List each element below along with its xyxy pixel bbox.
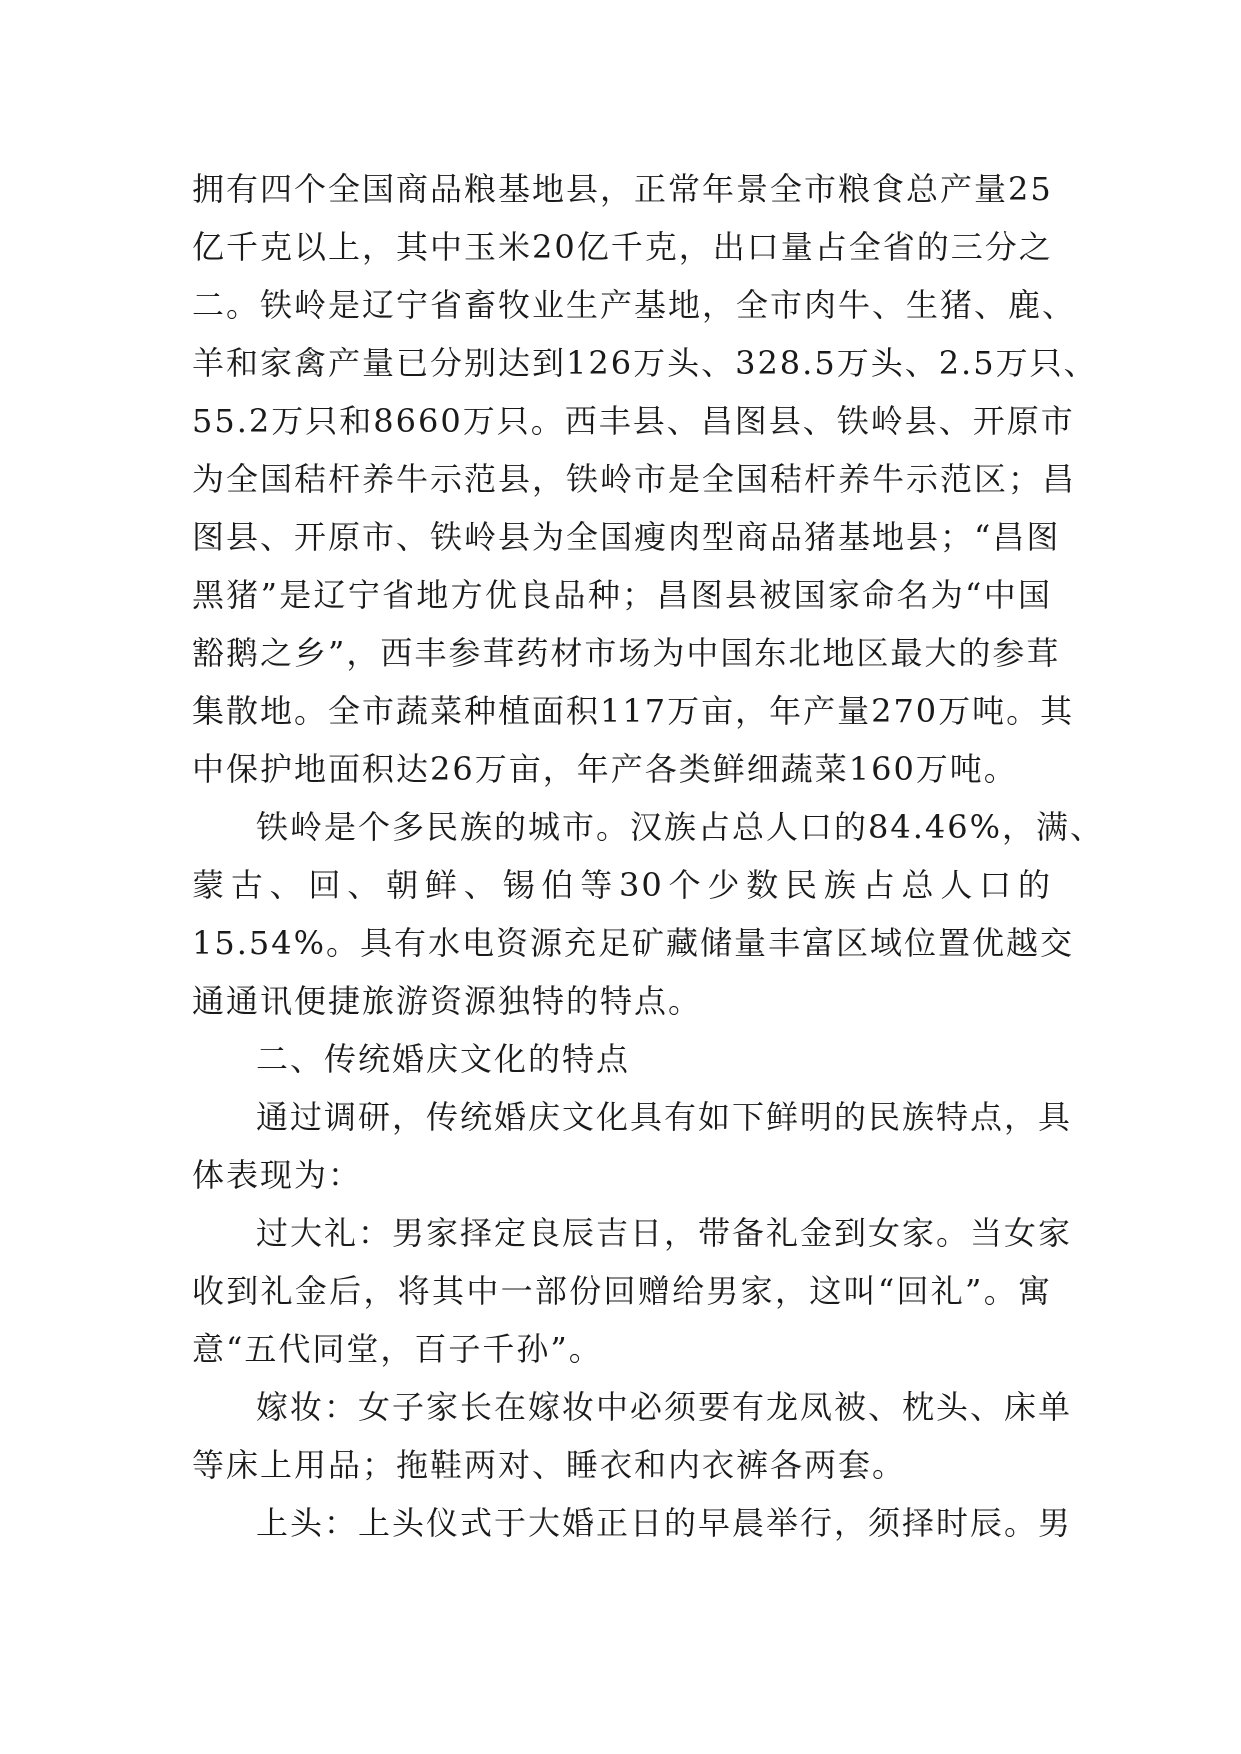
text-line: 等床上用品；拖鞋两对、睡衣和内衣裤各两套。	[192, 1446, 907, 1484]
paragraph-dowry	[192, 1378, 1073, 1494]
text-line: 55.2万只和8660万只。西丰县、昌图县、铁岭县、开原市	[192, 402, 1075, 440]
text-line: 过大礼：男家择定良辰吉日，带备礼金到女家。当女家	[256, 1214, 1073, 1252]
text-line: 羊和家禽产量已分别达到126万头、328.5万头、2.5万只、	[192, 344, 1098, 382]
text-line: 为全国秸杆养牛示范县，铁岭市是全国秸杆养牛示范区；昌	[192, 460, 1077, 498]
paragraph-betrothal-gift	[192, 1204, 1073, 1378]
text-line: 图县、开原市、铁岭县为全国瘦肉型商品猪基地县；“昌图	[192, 518, 1061, 556]
text-line: 拥有四个全国商品粮基地县，正常年景全市粮食总产量25	[192, 170, 1053, 208]
text-line: 黑猪”是辽宁省地方优良品种；昌图县被国家命名为“中国	[192, 576, 1052, 614]
text-line: 上头：上头仪式于大婚正日的早晨举行，须择时辰。男	[256, 1504, 1073, 1542]
text-line: 蒙古、回、朝鲜、锡伯等30个少数民族占总人口的	[192, 866, 1052, 904]
text-line: 铁岭是个多民族的城市。汉族占总人口的84.46%，满、	[256, 808, 1105, 846]
text-line: 体表现为：	[192, 1156, 363, 1194]
text-line: 中保护地面积达26万亩，年产各类鲜细蔬菜160万吨。	[192, 750, 1018, 788]
document-body	[192, 160, 1105, 1552]
text-line: 通过调研，传统婚庆文化具有如下鲜明的民族特点，具	[256, 1098, 1073, 1136]
text-line: 嫁妆：女子家长在嫁妆中必须要有龙凤被、枕头、床单	[256, 1388, 1073, 1426]
section-heading	[192, 1030, 1052, 1088]
paragraph-ethnicity	[192, 798, 1105, 1030]
paragraph-agriculture	[192, 160, 1098, 798]
text-line: 二。铁岭是辽宁省畜牧业生产基地，全市肉牛、生猪、鹿、	[192, 286, 1077, 324]
paragraph-hair-ceremony	[192, 1494, 1073, 1552]
text-line: 集散地。全市蔬菜种植面积117万亩，年产量270万吨。其	[192, 692, 1075, 730]
text-line: 亿千克以上，其中玉米20亿千克，出口量占全省的三分之	[192, 228, 1053, 266]
section-title: 二、传统婚庆文化的特点	[256, 1040, 631, 1078]
text-line: 通通讯便捷旅游资源独特的特点。	[192, 982, 703, 1020]
text-line: 收到礼金后，将其中一部份回赠给男家，这叫“回礼”。寓	[192, 1272, 1052, 1310]
text-line: 豁鹅之乡”，西丰参茸药材市场为中国东北地区最大的参茸	[192, 634, 1061, 672]
text-line: 15.54%。具有水电资源充足矿藏储量丰富区域位置优越交	[192, 924, 1075, 962]
text-line: 意“五代同堂，百子千孙”。	[192, 1330, 603, 1368]
paragraph-intro	[192, 1088, 1073, 1204]
